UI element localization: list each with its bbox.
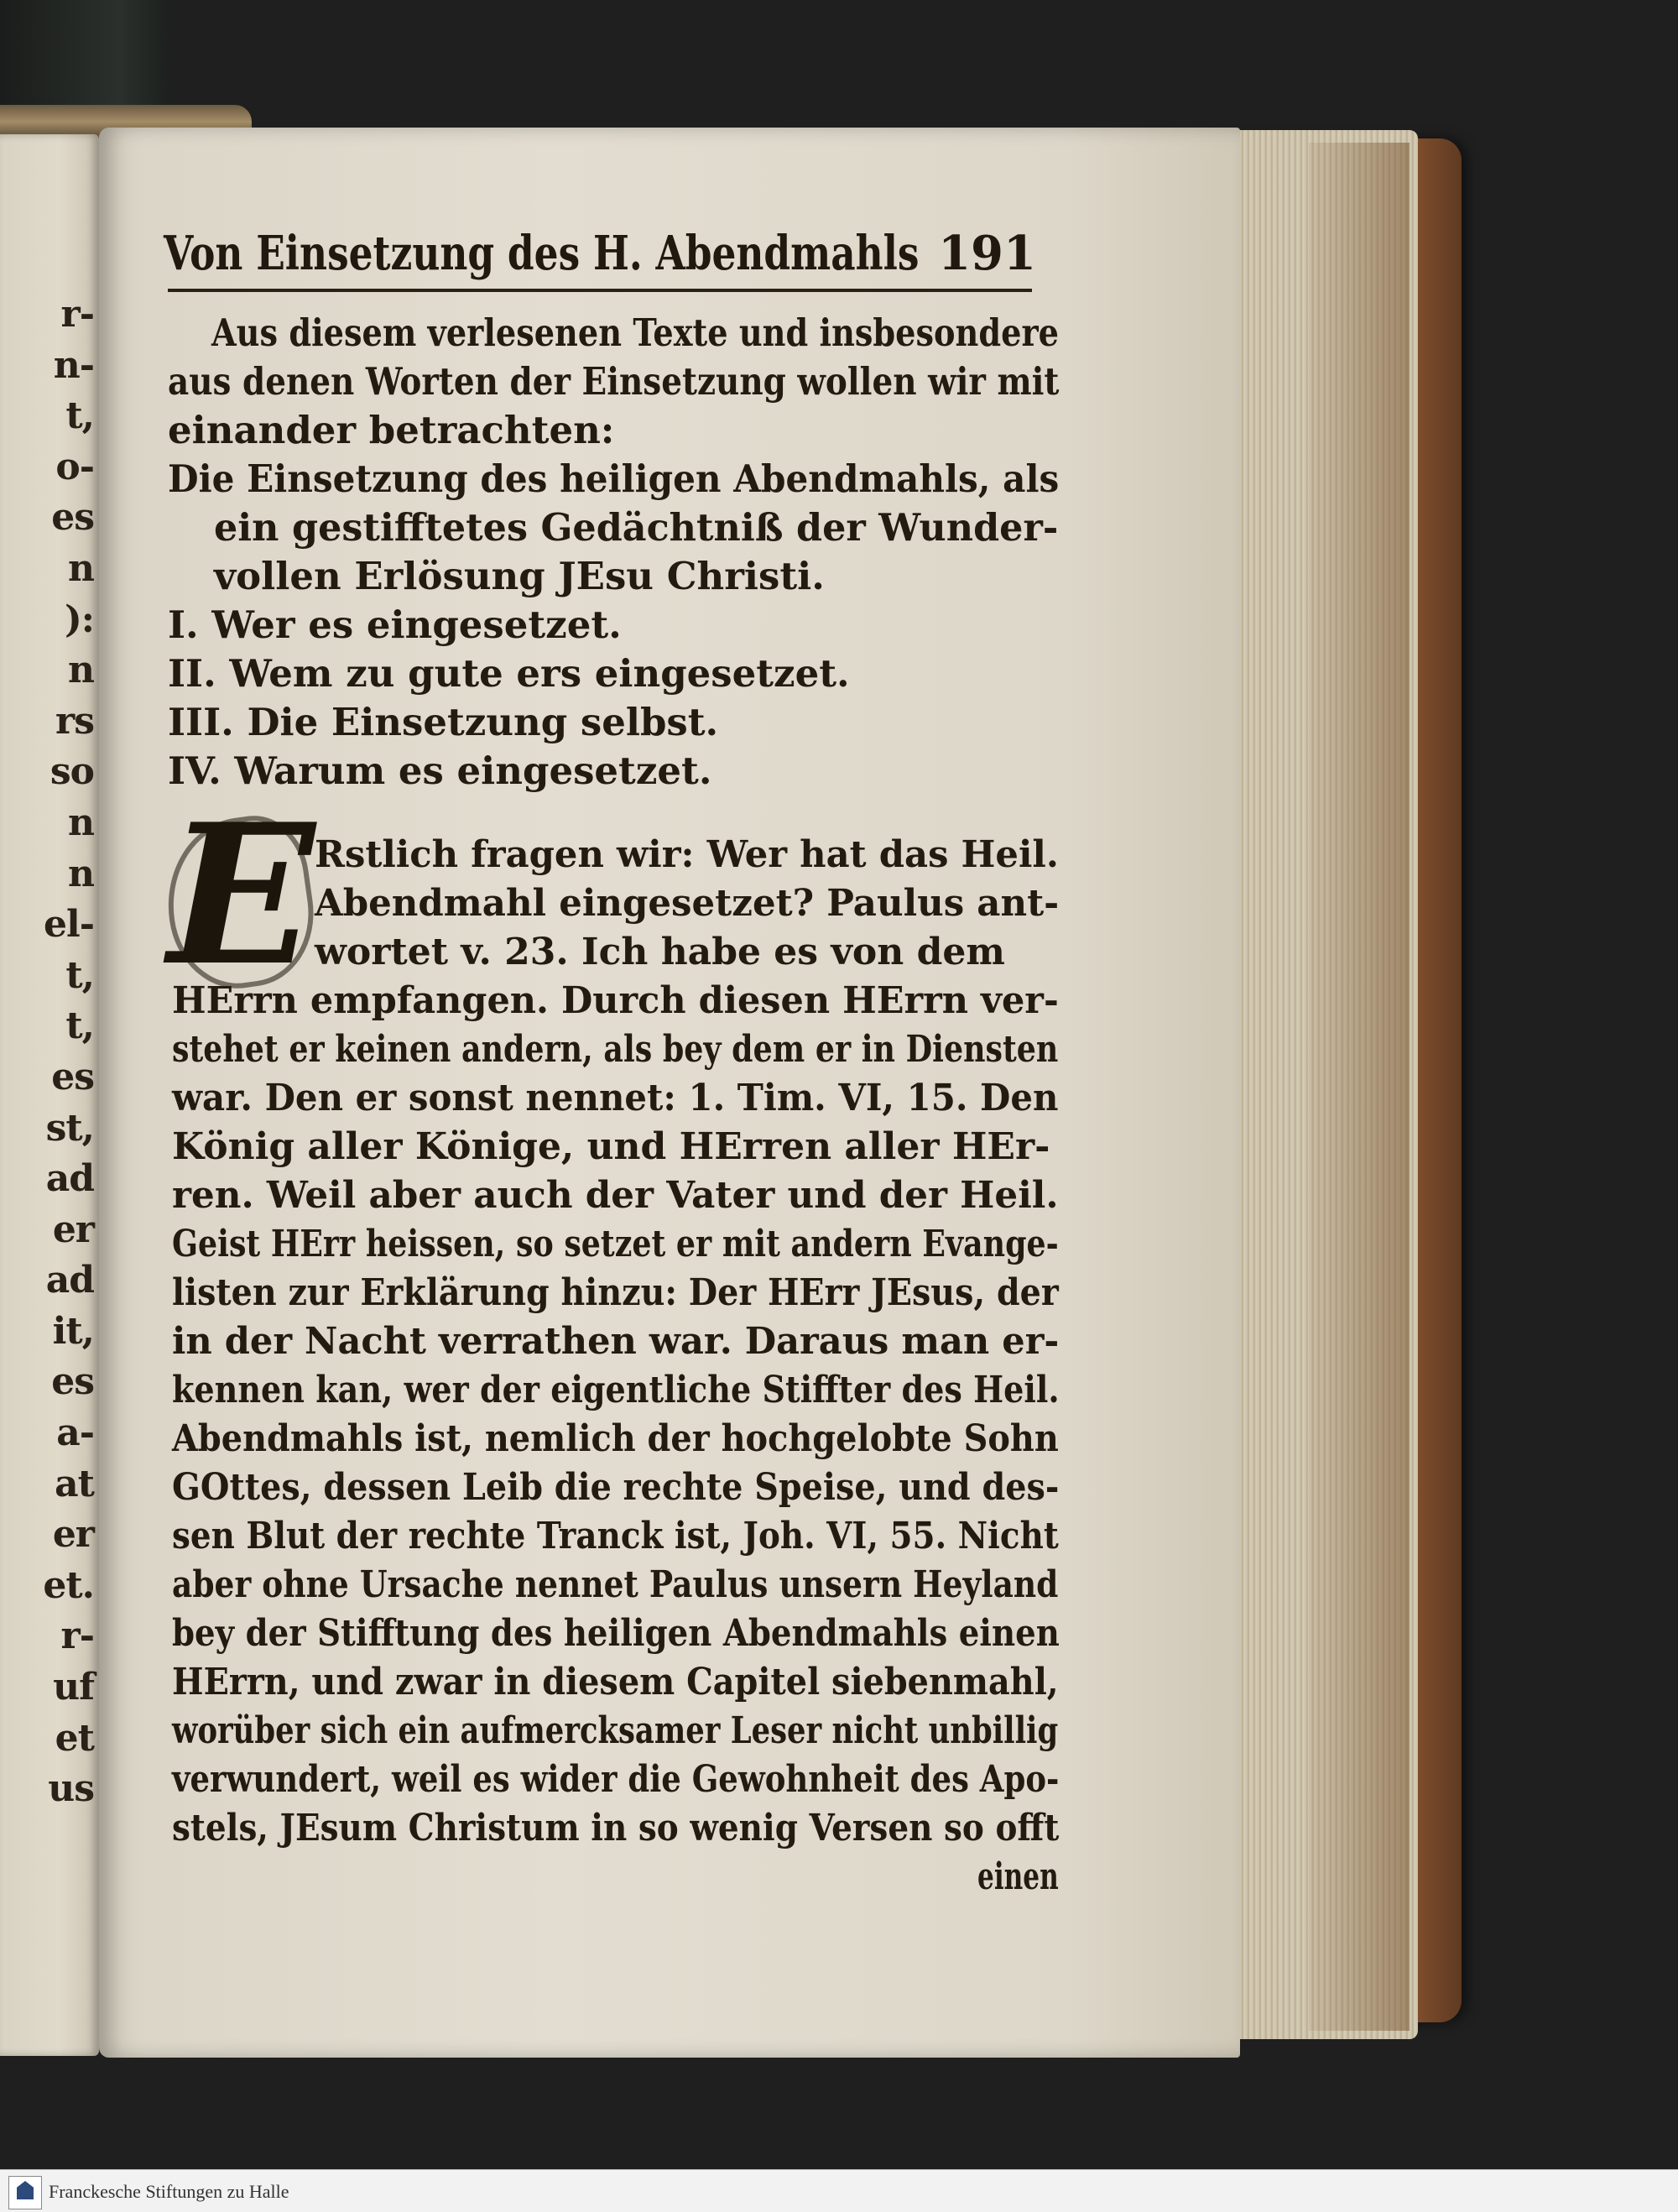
left-page-fragment: et xyxy=(55,1716,94,1760)
left-page-fragment: it, xyxy=(52,1309,94,1353)
left-page-fragment: es xyxy=(51,496,94,540)
paragraph-line: aber ohne Ursache nennet Paulus unsern Heyland xyxy=(172,1563,1059,1606)
left-page-fragment: es xyxy=(51,1055,94,1098)
running-head xyxy=(164,220,1036,287)
institution-logo-mark xyxy=(17,2181,34,2199)
intro-line: Aus diesem verlesenen Texte und insbesondere xyxy=(211,310,1059,355)
paragraph-line: Rstlich fragen wir: Wer hat das Heil. xyxy=(315,833,1059,876)
left-page-fragment: rs xyxy=(55,699,94,743)
left-page-fragment: t, xyxy=(65,1004,94,1048)
left-page-fragment: at xyxy=(55,1462,94,1505)
paragraph-line: in der Nacht verrathen war. Daraus man er- xyxy=(172,1320,1060,1363)
credit-text: Franckesche Stiftungen zu Halle xyxy=(49,2181,289,2202)
outline-item: III. Die Einsetzung selbst. xyxy=(168,700,719,744)
left-page-fragment: r- xyxy=(60,1615,94,1658)
left-page-fragment: us xyxy=(48,1767,94,1811)
left-page-fragment: er xyxy=(52,1513,94,1557)
outline-item: II. Wem zu gute ers eingesetzet. xyxy=(168,651,850,696)
paragraph-line: worüber sich ein aufmercksamer Leser nicht unbillig xyxy=(172,1709,1059,1752)
left-page-fragment: so xyxy=(50,750,94,794)
paragraph-line: ren. Weil aber auch der Vater und der Heil. xyxy=(172,1174,1059,1217)
outline-item: I. Wer es eingesetzet. xyxy=(168,603,622,647)
paragraph-line: Abendmahls ist, nemlich der hochgelobte Sohn xyxy=(172,1417,1059,1460)
left-page-fragment: ): xyxy=(64,597,94,641)
page-block-shadow xyxy=(1309,143,1410,2031)
paragraph-line: wortet v. 23. Ich habe es von dem xyxy=(315,931,1005,973)
credit-bar xyxy=(0,2169,1678,2212)
paragraph-line: GOttes, dessen Leib die rechte Speise, und des- xyxy=(172,1466,1060,1509)
left-page-text-fragments xyxy=(10,290,94,1815)
left-page-fragment: es xyxy=(51,1360,94,1404)
paragraph-line: HErrn, und zwar in diesem Capitel siebenmahl, xyxy=(172,1661,1059,1703)
page-number: 191 xyxy=(938,226,1036,281)
left-page-fragment: o- xyxy=(55,445,94,488)
left-page-fragment: uf xyxy=(53,1666,94,1709)
paragraph-line: listen zur Erklärung hinzu: Der HErr JEsus, der xyxy=(172,1271,1059,1314)
left-page-fragment: ad xyxy=(45,1157,94,1201)
paragraph-line: verwundert, weil es wider die Gewohnheit des Apo- xyxy=(172,1758,1060,1801)
paragraph-line: König aller Könige, und HErren aller HEr- xyxy=(172,1125,1050,1168)
left-page-fragment: n xyxy=(68,649,94,692)
left-page-fragment: st, xyxy=(45,1106,94,1150)
left-page-fragment: n xyxy=(68,546,94,590)
theme-line: vollen Erlösung JEsu Christi. xyxy=(214,554,825,598)
left-page-fragment: et. xyxy=(43,1563,94,1607)
left-page-fragment: t, xyxy=(65,953,94,997)
left-page-fragment: t, xyxy=(65,394,94,438)
left-page-fragment: n- xyxy=(53,343,94,387)
book-spine xyxy=(0,0,172,109)
left-page-fragment: n xyxy=(68,801,94,844)
drop-cap: E xyxy=(168,782,315,1009)
theme-line: ein gestifftetes Gedächtniß der Wunder- xyxy=(214,505,1059,550)
paragraph-line: war. Den er sonst nennet: 1. Tim. VI, 15. Den xyxy=(172,1077,1059,1119)
paragraph-line: stehet er keinen andern, als bey dem er in Diensten xyxy=(172,1028,1059,1071)
paragraph-line: stels, JEsum Christum in so wenig Versen so offt xyxy=(172,1807,1060,1849)
catchword: einen xyxy=(977,1855,1059,1898)
left-page xyxy=(0,134,99,2056)
left-page-fragment: el- xyxy=(44,903,94,947)
theme-line: Die Einsetzung des heiligen Abendmahls, als xyxy=(168,456,1060,501)
intro-line: einander betrachten: xyxy=(168,408,615,452)
left-page-fragment: a- xyxy=(56,1411,94,1455)
institution-logo xyxy=(8,2176,42,2209)
paragraph-line: Abendmahl eingesetzet? Paulus ant- xyxy=(315,882,1060,925)
paragraph-line: HErrn empfangen. Durch diesen HErrn ver- xyxy=(172,979,1059,1022)
paragraph-line: bey der Stifftung des heiligen Abendmahls einen xyxy=(172,1612,1060,1655)
left-page-fragment: r- xyxy=(60,293,94,336)
left-page-fragment: ad xyxy=(45,1259,94,1302)
paragraph-line: kennen kan, wer der eigentliche Stiffter des Heil. xyxy=(172,1369,1060,1411)
paragraph-line: Geist HErr heissen, so setzet er mit andern Evange- xyxy=(172,1223,1059,1265)
outline-item: IV. Warum es eingesetzet. xyxy=(168,749,712,793)
left-page-fragment: er xyxy=(52,1208,94,1251)
intro-line: aus denen Worten der Einsetzung wollen wir mit xyxy=(168,359,1060,404)
left-page-fragment: n xyxy=(68,852,94,895)
paragraph-line: sen Blut der rechte Tranck ist, Joh. VI, 55. Nicht xyxy=(172,1515,1059,1557)
head-rule xyxy=(168,289,1032,292)
running-head-title: Von Einsetzung des H. Abendmahls xyxy=(164,226,920,281)
